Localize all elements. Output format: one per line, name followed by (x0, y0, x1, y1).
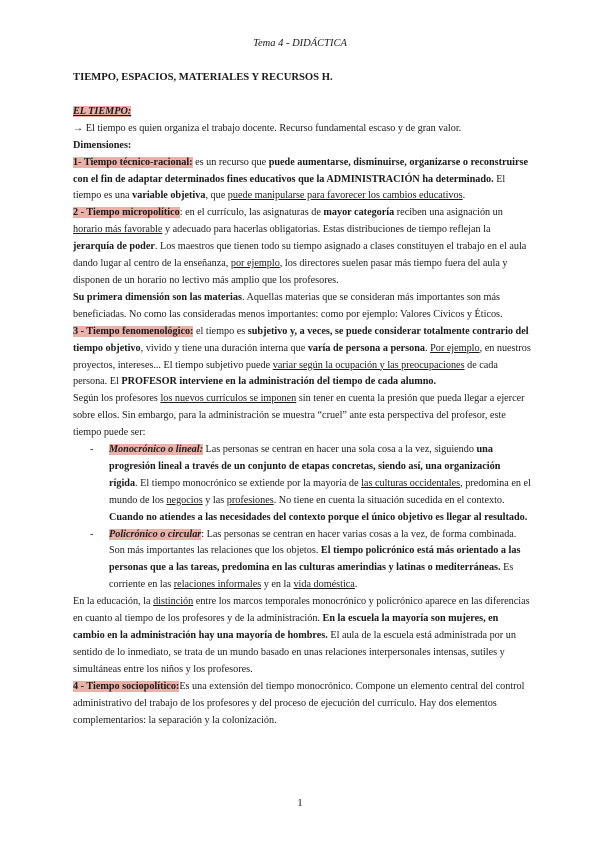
document-body (73, 70, 531, 729)
document-title: TIEMPO, ESPACIOS, MATERIALES Y RECURSOS H. (73, 72, 333, 83)
dimension-4-heading: 4 - Tiempo sociopolítico: (73, 680, 180, 692)
dimension-sociopolitical: 4 - Tiempo sociopolítico:Es una extensión del tiempo monocrónico. Compone un elemento central del control administrativo del trabajo de los profesores y del proceso de ejecución del currículo. Hay dos elementos complementarios: la separación y la colonización. (73, 680, 525, 726)
bullet-dash: - (90, 444, 94, 456)
list-item-polychronic: - Policrónico o circular: Las personas se centran en hacer varias cosas a la vez, de forma combinada. Son más importantes las relaciones que los objetos. El tiempo policrónico está más orientado a las personas que a las tareas, predomina en las culturas amerindias y latinas o mediterráneas. Es corriente en las relaciones informales y en la vida doméstica. (90, 528, 521, 591)
polychronic-heading: Policrónico o circular (109, 528, 202, 540)
materials-dimension: Su primera dimensión son las materias. Aquellas materias que se consideran más importantes son más beneficiadas. No como las consideradas menos importantes: como por ejemplo: Valores Cívicos y Éticos. (73, 291, 503, 320)
dimension-micropolitical: 2 - Tiempo micropolítico: en el currículo, las asignaturas de mayor categoría reciben una asignación un horario más favorable y adecuado para hacerlas obligatorias. Estas distribuciones de tiempo reflejan la jerarquía de poder. Los maestros que tienen todo su tiempo asignado a clases constituyen el trabajo en el aula dando lugar al centro de la enseñanza, por ejemplo, los directores suelen pasar más tiempo fuera del aula y disponen de un horario no lectivo más amplio que los profesores. (73, 207, 527, 286)
section-heading-text: EL TIEMPO: (73, 105, 132, 117)
dimension-phenomenological: 3 - Tiempo fenomenológico: el tiempo es subjetivo y, a veces, se puede considerar totalmente contrario del tiempo objetivo, vivido y tiene una duración interna que varía de persona a persona. Por ejemplo, en nuestros proyectos, intereses... El tiempo subjetivo puede variar según la ocupación y las preocupaciones de cada persona. El PROFESOR interviene en la administración del tiempo de cada alumno. (73, 325, 531, 388)
dimension-3-heading: 3 - Tiempo fenomenológico: (73, 325, 194, 337)
dimension-1-heading: 1- Tiempo técnico-racional: (73, 156, 193, 168)
dimensions-label: Dimensiones: (73, 139, 132, 151)
time-types-list (73, 442, 531, 594)
page-number: 1 (297, 797, 303, 809)
bullet-dash: - (90, 528, 94, 540)
section-heading-time (73, 104, 531, 121)
intro-line: → El tiempo es quien organiza el trabajo docente. Recurso fundamental escaso y de gran valor. (73, 122, 462, 134)
monochronic-heading: Monocrónico o lineal: (109, 444, 203, 456)
list-item-monochronic: - Monocrónico o lineal: Las personas se centran en hacer una sola cosa a la vez, siguiendo una progresión lineal a través de un conjunto de etapas concretas, siendo así, una organización rígida. El tiempo monocrónico se extiende por la mayoría de las culturas occidentales, predomina en el mundo de los negocios y las profesiones. No tiene en cuenta la situación sucedida en el contexto. Cuando no atiendes a las necesidades del contexto porque el único objetivo es llegar al resultado. (90, 444, 531, 523)
education-distinction-paragraph: En la educación, la distinción entre los marcos temporales monocrónico y policrónico aparece en las diferencias en cuanto al tiempo de los profesores y de la administración. En la escuela la mayoría son mujeres, en cambio en la administración hay una mayoría de hombres. El aula de la escuela está administrada por un sentido de lo inmediato, se trata de un mundo basado en unas relaciones interpersonales intensas, sutiles y simultáneas entre los niños y los profesores. (73, 596, 530, 675)
dimension-2-heading: 2 - Tiempo micropolítico (73, 207, 180, 219)
page-header: Tema 4 - DIDÁCTICA (253, 38, 347, 49)
teachers-curricula-paragraph: Según los profesores los nuevos currículos se imponen sin tener en cuenta la presión que pueda llegar a ejercer sobre ellos. Sin embargo, para la administración se muestra “cruel” ante esta perspectiva del profesor, este tiempo puede ser: (73, 393, 525, 439)
dimension-technical-rational: 1- Tiempo técnico-racional: es un recurso que puede aumentarse, disminuirse, organizarse o reconstruirse con el fin de adaptar determinados fines educativos que la ADMINISTRACIÓN ha determinado. El tiempo es una variable objetiva, que puede manipularse para favorecer los cambios educativos. (73, 156, 528, 202)
